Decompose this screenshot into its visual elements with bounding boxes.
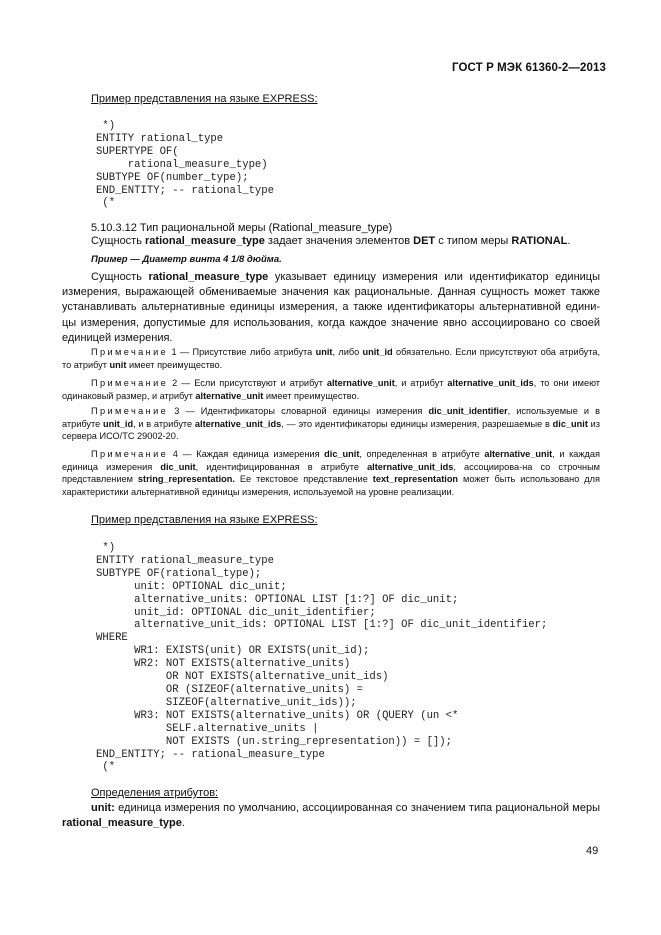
section-heading: 5.10.3.12 Тип рациональной меры (Rational_measure_type) [91,222,393,234]
example-note: Пример — Диаметр винта 4 1/8 дюйма. [91,254,282,265]
example1-code: *) ENTITY rational_type SUPERTYPE OF( rational_measure_type) SUBTYPE OF(number_type); END_ENTITY; -- rational_type (* [96,120,275,210]
note-1: Примечание 1 — Присутствие либо атрибута unit, либо unit_id обязательно. Если присутствуют оба атрибута, то атрибут unit имеет преимущество. [62,347,600,370]
standard-header: ГОСТ Р МЭК 61360-2—2013 [452,62,606,74]
note-3: Примечание 3 — Идентификаторы словарной единицы измерения dic_unit_identifier, используемые и в атрибуте unit_id, и в атрибуте alternative_unit_ids, — это идентификаторы единицы измерения, разрешаемые в dic_unit из сервера ИСО/ТС 29002-20. [62,406,601,442]
definitions-label: Определения атрибутов: [91,787,219,799]
note-2: Примечание 2 — Если присутствуют и атрибут alternative_unit, и атрибут alternative_unit_ids, то они имеют одинаковый размер, и атрибут alternative_unit имеет преимущество. [62,378,601,401]
section-intro: Сущность rational_measure_type задает значения элементов DET с типом меры RATIONAL. [91,235,571,247]
example2-code: *) ENTITY rational_measure_type SUBTYPE OF(rational_type); unit: OPTIONAL dic_unit; alternative_units: OPTIONAL LIST [1:?] OF dic_unit; unit_id: OPTIONAL dic_unit_identifier; alternative_unit_ids: OPTIONAL LIST [1:?] OF dic_unit_identifier; WHERE WR1: EXISTS(unit) OR EXISTS(unit_id); WR2: NOT EXISTS(alternative_units) OR NOT EXISTS(alternative_unit_ids) OR (SIZEOF(alternative_units) = SIZEOF(alternative_unit_ids)); WR3: NOT EXISTS(alternative_units) OR (QUERY (un <* SELF.alternative_units | NOT EXISTS (un.string_representation)) = []); END_ENTITY; -- rational_measure_type (* [96,542,548,774]
page-number: 49 [586,845,599,857]
definition-unit: unit: единица измерения по умолчанию, ассоциированная со значением типа рациональной меры rational_measure_type. [62,802,600,829]
note-4: Примечание 4 — Каждая единица измерения dic_unit, определенная в атрибуте alternative_unit, и каждая единица измерения dic_unit, идентифицированная в атрибуте alternative_unit_ids, ассоциирова-на со строчным представлением string_representation. Ее текстовое представление text_representation может быть использовано для характеристики альтернативной единицы измерения, используемой на уровне реализации. [62,449,600,497]
example2-label: Пример представления на языке EXPRESS: [91,514,318,526]
example1-label: Пример представления на языке EXPRESS: [91,93,318,105]
paragraph-description: Сущность rational_measure_type указывает единицу измерения или идентификатор единицы измерения, выражающей обмениваемые значения как рациональные. Данная сущность может также устанавливать альтернативные единицы измерения, а также идентификаторы альтернативной едини-цы измерения, допустимые для использования, когда каждое значение явно ассоциировано со своей единицей измерения. [62,271,600,344]
